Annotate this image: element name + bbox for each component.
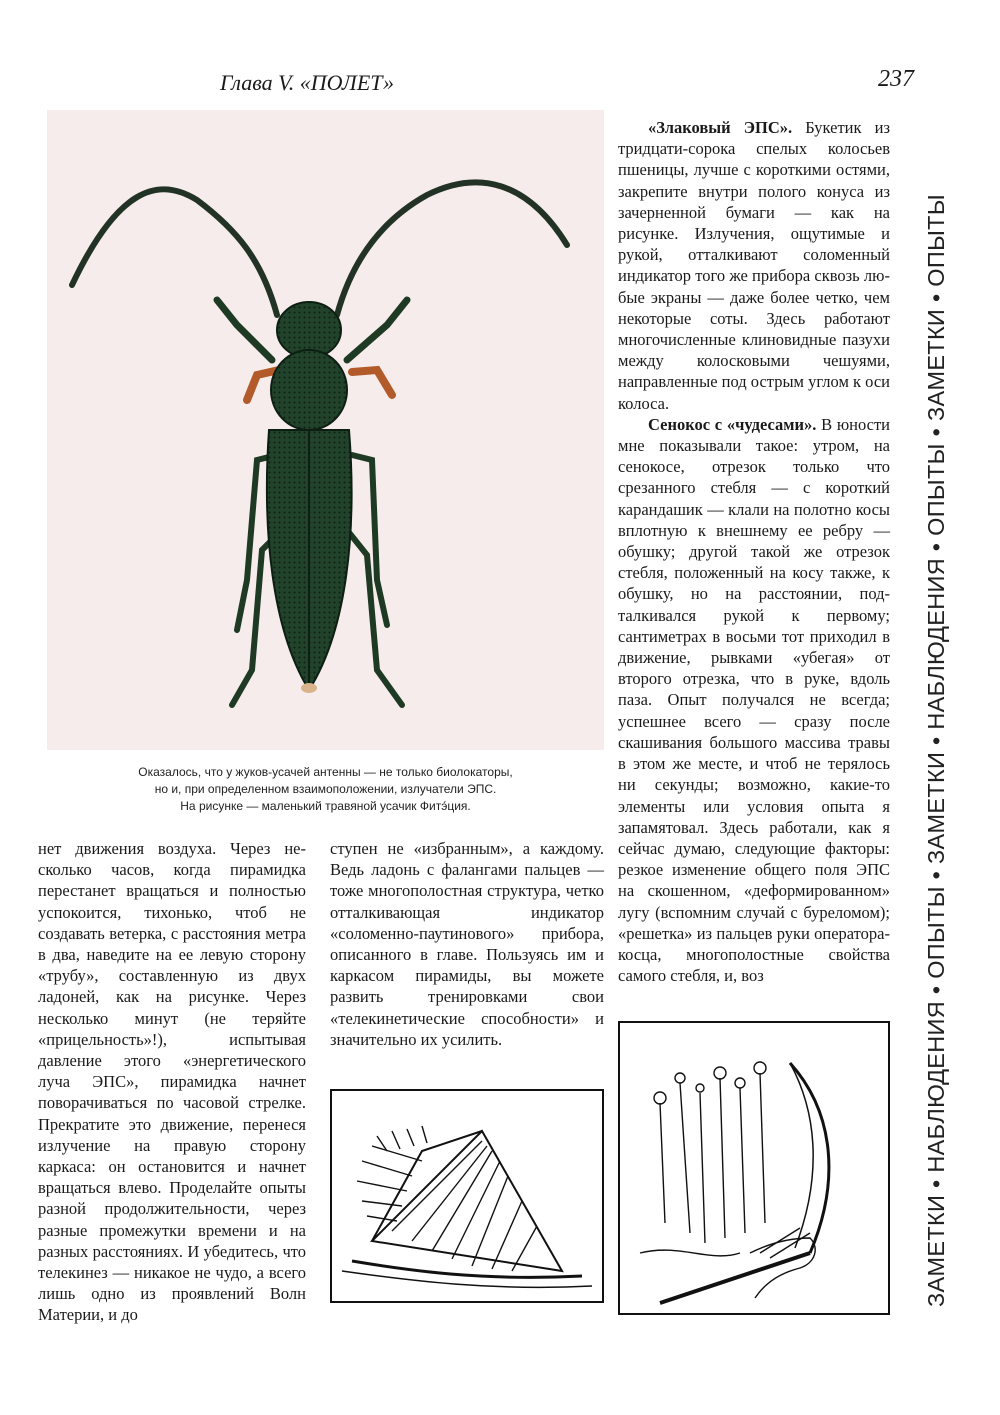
side-band xyxy=(901,120,971,1380)
chapter-header: Глава V. «ПОЛЕТ» xyxy=(220,70,395,95)
text-column-right xyxy=(618,117,890,986)
text-column-middle xyxy=(330,838,604,1050)
caption-line: На рисунке — маленький травяной усачик Фитэ́ция. xyxy=(180,799,471,813)
paragraph-cereal-eps xyxy=(618,117,890,414)
text-column-left xyxy=(38,838,306,1326)
paragraph-title: «Злаковый ЭПС». xyxy=(648,118,793,137)
right-orange-leg xyxy=(352,370,392,395)
page-number: 237 xyxy=(878,66,914,92)
figure-caption xyxy=(47,764,604,815)
side-band-text: ЗАМЕТКИ • НАБЛЮДЕНИЯ • ОПЫТЫ • ЗАМЕТКИ • НАБЛЮДЕНИЯ • ОПЫТЫ • ЗАМЕТКИ • ОПЫТЫ xyxy=(922,193,949,1307)
paragraph: нет движения воздуха. Через несколько часов, когда пирамидка перестанет вращаться и полностью успокоится, тихонько, чтоб не создавать ветерка, с расстояния метра в два, наведите на ее левую сторону «трубу», составленную из двух ладоней, как на рисунке. Через несколько минут (не теряйте «прицельность»!), испытывая давление этого «энергетического луча ЭПС», пирамидка начнет поворачиваться по часовой стрелке. Прекратите это движение, перенеся излучение на правую сторону каркаса: он остановится и начнет вращаться влево. Проделайте опыты разной продолжительности, через разные промежутки времени и на разных расстояниях. И убедитесь, что телекинез — никакое не чудо, а всего лишь одно из проявлений Волн Материи, и до xyxy=(38,839,306,1325)
beetle-thorax xyxy=(271,350,347,430)
caption-line: Оказалось, что у жуков-усачей антенны — не только биолокаторы, xyxy=(138,765,513,779)
paragraph-haymaking xyxy=(618,414,890,986)
paragraph: ступен не «избранным», а каждому. Ведь ладонь с фалангами пальцев — тоже многополостная структура, четко отталкивающая индикатор «соломенно-паутинового» прибора, описанного в главе. Пользуясь им и каркасом пирамиды, вы можете развить тренировками свои «телекинетические способности» и значительно их усилить. xyxy=(330,839,604,1049)
beetle-illustration xyxy=(47,110,604,750)
paragraph-body: Букетик из тридцати-сорока спелых колосьев пшеницы, лучше с короткими остями, закрепите внутри полого конуса из зачерненной бумаги — как на рисунке. Излучения, ощутимые и рукой, отталкивают соломенный индикатор того же прибора сквозь любые экраны — даже более четко, чем некоторые соты. Здесь работают многочисленные клиновидные пазухи между колосковыми чешуями, направленные под острым углом к оси колоса. xyxy=(618,118,890,413)
caption-line: но и, при определенном взаимоположении, излучатели ЭПС. xyxy=(154,782,497,796)
paragraph-body: В юности мне показывали такое: утром, на сенокосе, отрезок только что срезанного стебля — с короткий карандашик — клали на полотно косы вплотную к внешнему ее ребру — обушку; другой такой же отрезок стебля, положенный на косу также, к обушку, но на расстоянии, подталкивался рукой к первому; сантиметрах в восьми тот приходил в движение, рывками «убегая» от второго отрезка, что в руке, вдоль паза. Опыт получался не всегда; успешнее всего — сразу после скашивания большого массива травы в этом же месте, и чтоб не терялось ни секунды; возможно, какие-то элементы или условия опыта я запамятовал. Здесь работали, как я сейчас думаю, следующие факторы: резкое изменение общего поля ЭПС на скошенном, «деформированном» лугу (вспомним случай с буреломом); «решетка» из пальцев руки оператора-косца, многополостные свойства самого стебля, и, воз xyxy=(618,414,891,986)
scythe-illustration xyxy=(618,1021,890,1315)
paragraph-title: Сенокос с «чудесами». xyxy=(648,414,817,434)
beetle-photo xyxy=(47,110,604,750)
wheat-cone-illustration xyxy=(330,1089,604,1303)
left-antenna xyxy=(72,189,277,315)
right-antenna xyxy=(337,182,567,315)
